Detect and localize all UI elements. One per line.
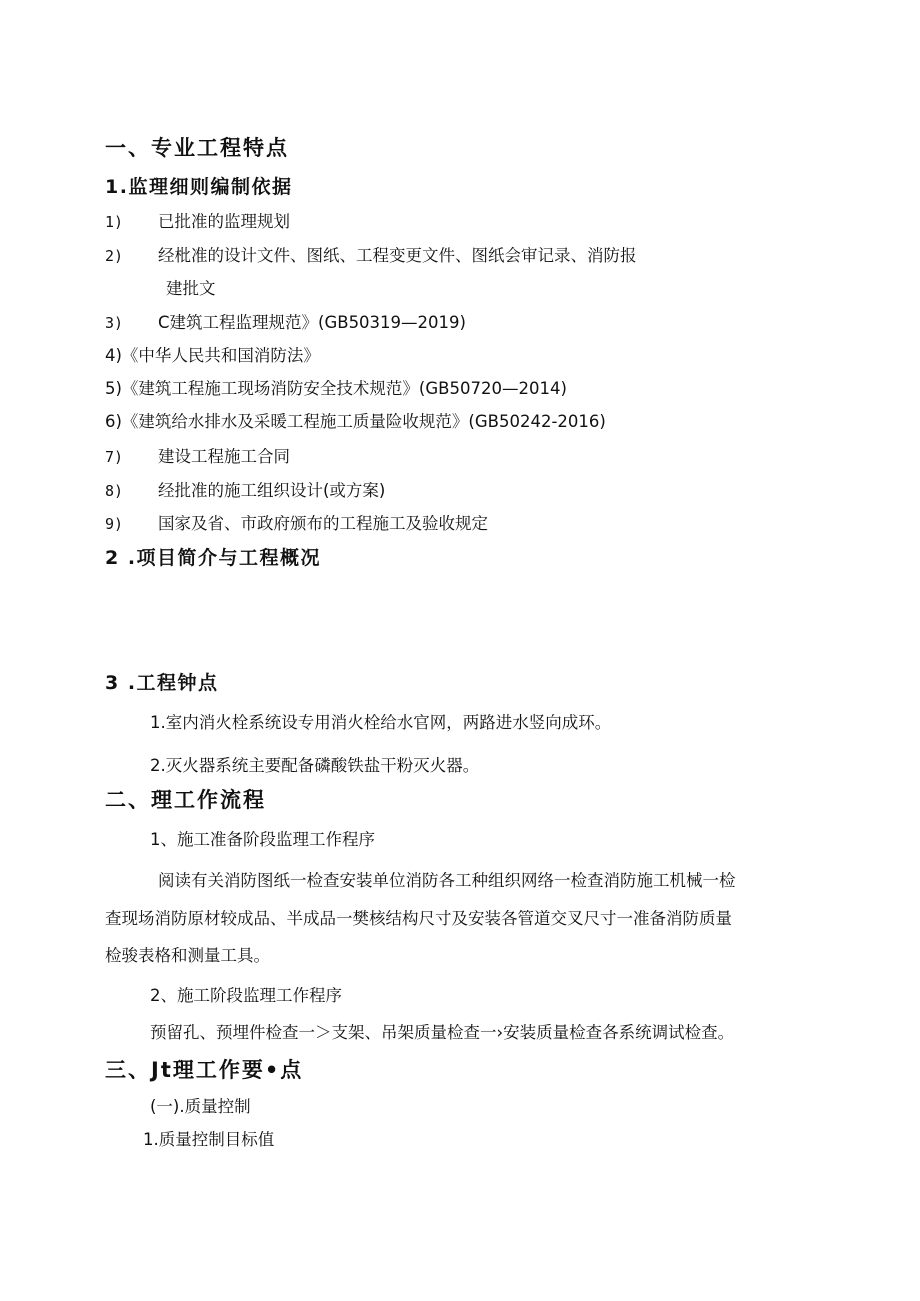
list-item-number: 2) [105,247,124,265]
list-item-number: 8) [105,482,124,500]
list-item: 6)《建筑给水排水及采暖工程施工质量险收规范》(GB50242-2016) [105,412,606,431]
list-item: 已批准的监理规划 [158,212,290,231]
list-item-continuation: 建批文 [166,279,216,298]
list-item-number: 9) [105,515,124,533]
step-heading: 2、施工阶段监理工作程序 [150,986,342,1005]
list-item-number: 7) [105,448,124,466]
section-3-title: 三、Jt理工作要•点 [105,1058,304,1082]
paragraph-line: 预留孔、预埋件检查一＞支架、吊架质量检查一›安装质量检查各系统调试检查。 [150,1023,735,1042]
list-item: 4)《中华人民共和国消防法》 [105,346,320,365]
basis-heading: 1.监理细则编制依据 [105,176,293,198]
key-point: 1.室内消火栓系统设专用消火栓给水官网，两路进水竖向成环。 [150,713,612,732]
key-point: 2.灭火器系统主要配备磷酸铁盐干粉灭火器。 [150,756,480,775]
paragraph-line: 检骏表格和测量工具。 [105,946,270,965]
project-overview-heading: 2 .项目简介与工程概况 [105,547,322,569]
quality-control-subtitle: (一).质量控制 [150,1097,251,1116]
step-heading: 1、施工准备阶段监理工作程序 [150,830,375,849]
paragraph-line: 阅读有关消防图纸一检查安装单位消防各工种组织网络一检查消防施工机械一检 [158,871,736,890]
list-item: 建设工程施工合同 [158,447,290,466]
list-item-number: 1) [105,213,124,231]
paragraph-line: 查现场消防原材较成品、半成品一樊核结构尺寸及安装各管道交叉尺寸一准备消防质量 [105,909,732,928]
section-1-title: 一、专业工程特点 [105,136,289,160]
quality-target-item: 1.质量控制目标值 [143,1130,275,1149]
list-item: 5)《建筑工程施工现场消防安全技术规范》(GB50720—2014) [105,379,567,398]
list-item: 国家及省、市政府颁布的工程施工及验收规定 [158,514,488,533]
list-item-number: 3) [105,314,124,332]
section-2-title: 二、理工作流程 [105,788,266,812]
list-item: C建筑工程监理规范》(GB50319—2019) [158,313,466,332]
list-item: 经批准的施工组织设计(或方案) [158,481,386,500]
list-item: 经枇准的设计文件、图纸、工程变更文件、图纸会审记录、消防报 [158,246,637,265]
key-points-heading: 3 .工程钟点 [105,672,219,694]
